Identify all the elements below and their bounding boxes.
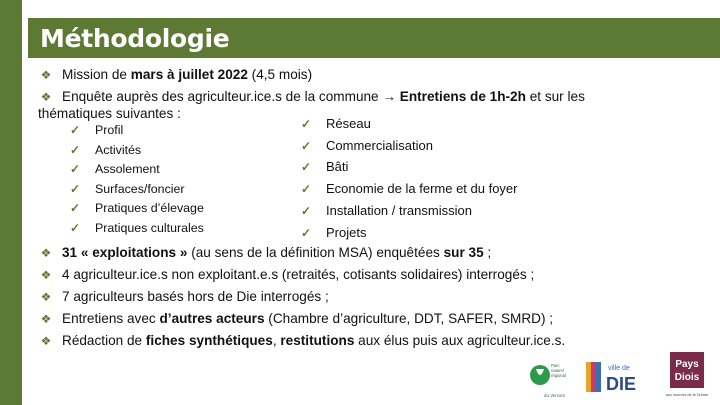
theme-label: Profil xyxy=(95,123,124,137)
checkmark-icon: ✓ xyxy=(301,182,312,197)
diamond-bullet-icon: ❖ xyxy=(40,246,52,260)
bold-text: Entretiens de 1h-2h xyxy=(396,89,526,104)
checkmark-icon: ✓ xyxy=(301,160,312,175)
theme-label: Pratiques d’élevage xyxy=(95,201,204,215)
theme-label: Réseau xyxy=(326,116,371,131)
bold-text: restitutions xyxy=(280,333,355,348)
text: (Chambre d’agriculture, DDT, SAFER, SMRD) ; xyxy=(264,311,554,326)
text: 4 agriculteur.ice.s non exploitant.e.s (retraités, cotisants solidaires) interrogés ; xyxy=(62,267,535,282)
diamond-bullet-icon: ❖ xyxy=(40,312,52,326)
diamond-bullet-icon: ❖ xyxy=(40,268,52,282)
theme-item-right xyxy=(301,138,433,154)
pays-text: Pays xyxy=(675,359,699,370)
theme-label: Activités xyxy=(95,142,142,157)
theme-item-left xyxy=(70,181,185,197)
theme-item-left xyxy=(70,122,123,138)
text: Rédaction de xyxy=(62,333,146,348)
checkmark-icon: ✓ xyxy=(301,203,312,218)
theme-item-left xyxy=(70,220,204,236)
ville-de-text: ville de xyxy=(608,365,630,372)
bold-text: sur 35 xyxy=(443,245,484,260)
checkmark-icon: ✓ xyxy=(301,138,312,153)
text: Mission de xyxy=(62,67,131,82)
theme-item-right xyxy=(301,181,518,197)
theme-label: Assolement xyxy=(95,162,160,176)
left-accent-bar xyxy=(0,0,22,405)
text: et sur les xyxy=(525,89,585,104)
checkmark-icon: ✓ xyxy=(70,220,81,235)
checkmark-icon: ✓ xyxy=(70,142,81,157)
parc-text-line: régional xyxy=(551,373,566,378)
parc-text-line: Parc xyxy=(551,363,560,368)
theme-item-right xyxy=(301,225,366,241)
parc-text-line: du Vercors xyxy=(544,393,565,398)
checkmark-icon: ✓ xyxy=(70,201,81,215)
text: → xyxy=(382,89,396,104)
theme-item-left xyxy=(70,161,160,177)
bullet-continuation: thématiques suivantes : xyxy=(38,106,181,121)
text: aux élus puis aux agriculteur.ice.s. xyxy=(354,333,566,348)
theme-label: Surfaces/foncier xyxy=(95,181,185,196)
theme-label: Pratiques culturales xyxy=(95,220,204,235)
bullet-enquete xyxy=(38,88,585,106)
bullet-mission xyxy=(38,66,312,84)
theme-item-right xyxy=(301,203,472,219)
theme-label: Commercialisation xyxy=(326,137,433,153)
theme-label: Bâti xyxy=(326,159,349,175)
checkmark-icon: ✓ xyxy=(301,117,312,131)
parc-vercors-logo xyxy=(530,353,574,401)
bullet-result xyxy=(38,288,329,306)
theme-item-left xyxy=(70,142,141,158)
bullet-result xyxy=(38,310,553,328)
text: , xyxy=(272,333,281,348)
parc-text-line: naturel xyxy=(551,368,564,373)
bold-text: mars à juillet 2022 xyxy=(130,67,248,82)
pays-tagline: aux sources de la Drôme xyxy=(665,393,709,397)
bullet-result xyxy=(38,266,534,284)
bold-text: fiches synthétiques xyxy=(145,333,273,348)
theme-item-right xyxy=(301,159,348,175)
ville-de-die-logo xyxy=(586,360,644,396)
text: 7 agriculteurs basés hors de Die interrogés ; xyxy=(62,289,329,304)
diamond-bullet-icon: ❖ xyxy=(40,290,52,304)
page-title: Méthodologie xyxy=(40,24,230,53)
bullet-result xyxy=(38,244,491,262)
checkmark-icon: ✓ xyxy=(70,181,81,196)
diamond-bullet-icon: ❖ xyxy=(40,90,52,104)
pays-diois-logo xyxy=(664,350,710,402)
text: (au sens de la définition MSA) enquêtées xyxy=(187,245,444,260)
text: Enquête auprès des agriculteur.ice.s de la commune xyxy=(62,89,383,104)
diamond-bullet-icon: ❖ xyxy=(40,334,52,348)
die-text: DIE xyxy=(606,374,637,394)
diamond-bullet-icon: ❖ xyxy=(40,68,52,82)
checkmark-icon: ✓ xyxy=(70,123,81,137)
text: Entretiens avec xyxy=(62,311,160,326)
checkmark-icon: ✓ xyxy=(70,162,81,176)
checkmark-icon: ✓ xyxy=(301,225,312,240)
theme-label: Projets xyxy=(326,224,367,240)
theme-item-right xyxy=(301,116,371,132)
theme-label: Economie de la ferme et du foyer xyxy=(326,181,518,197)
bullet-result xyxy=(38,332,565,350)
text: ; xyxy=(483,245,492,260)
bold-text: 31 « exploitations » xyxy=(62,245,188,260)
bold-text: d’autres acteurs xyxy=(159,311,265,326)
text: (4,5 mois) xyxy=(247,67,313,82)
theme-label: Installation / transmission xyxy=(326,202,472,218)
diois-text: Diois xyxy=(674,372,700,383)
theme-item-left xyxy=(70,200,204,216)
